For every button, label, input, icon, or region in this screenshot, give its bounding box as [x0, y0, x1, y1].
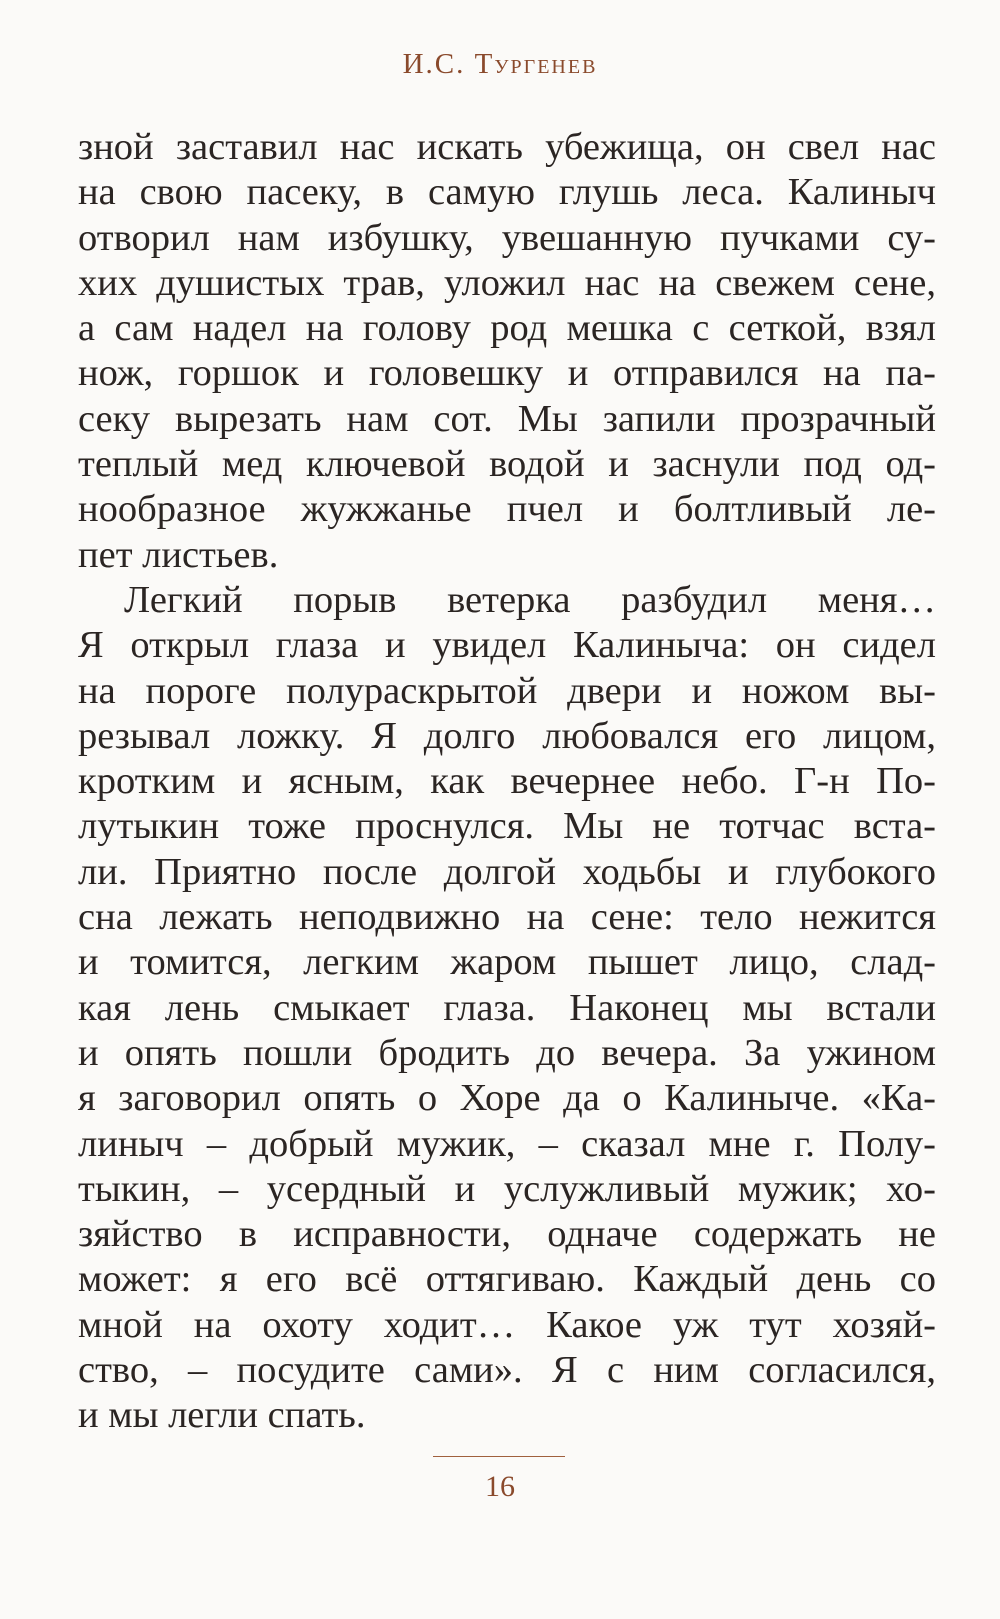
page-number: 16 — [485, 1470, 515, 1503]
text-line: мной на охоту ходит… Какое уж тут хозяй- — [78, 1303, 936, 1346]
text-line: зяйство в исправности, одначе содержать не — [78, 1213, 936, 1256]
text-line: я заговорил опять о Хоре да о Калиныче. «Ка- — [78, 1077, 936, 1120]
text-line: лутыкин тоже проснулся. Мы не тотчас вста- — [78, 805, 936, 848]
text-line: нообразное жужжанье пчел и болтливый ле- — [78, 488, 936, 531]
text-line: на пороге полураскрытой двери и ножом вы- — [78, 669, 936, 712]
text-line: линыч – добрый мужик, – сказал мне г. Полу- — [78, 1122, 936, 1165]
text-line: зной заставил нас искать убежища, он свел нас — [78, 126, 936, 168]
text-line: нож, горшок и головешку и отправился на па- — [78, 352, 936, 395]
author-name: И.С. Тургенев — [402, 48, 598, 80]
text-line: пет листьев. — [78, 533, 279, 576]
text-line: кротким и ясным, как вечернее небо. Г-н По- — [78, 760, 936, 803]
paragraph-first-line: Легкий порыв ветерка разбудил меня… — [124, 578, 936, 621]
text-line: на свою пасеку, в самую глушь леса. Калиныч — [78, 171, 936, 214]
body-text — [78, 125, 936, 1439]
text-line: хих душистых трав, уложил нас на свежем сене, — [78, 261, 936, 304]
footer-rule — [433, 1456, 565, 1457]
text-line: ли. Приятно после долгой ходьбы и глубокого — [78, 850, 936, 893]
text-line: секу вырезать нам сот. Мы запили прозрачный — [78, 397, 936, 440]
text-line: теплый мед ключевой водой и заснули под од- — [78, 443, 936, 486]
text-line: сна лежать неподвижно на сене: тело нежится — [78, 896, 936, 939]
text-line: ство, – посудите сами». Я с ним согласился, — [78, 1349, 936, 1392]
text-line: может: я его всё оттягиваю. Каждый день со — [78, 1258, 936, 1301]
running-head — [0, 48, 1000, 81]
text-line: резывал ложку. Я долго любовался его лицом, — [78, 714, 936, 757]
text-line: и мы легли спать. — [78, 1394, 366, 1437]
text-line: отворил нам избушку, увешанную пучками су- — [78, 216, 936, 259]
text-line: кая лень смыкает глаза. Наконец мы встали — [78, 986, 936, 1029]
text-line: тыкин, – усердный и услужливый мужик; хо- — [78, 1167, 936, 1210]
text-line: Я открыл глаза и увидел Калиныча: он сидел — [78, 624, 936, 667]
text-line: и томится, легким жаром пышет лицо, слад- — [78, 941, 936, 984]
text-line: и опять пошли бродить до вечера. За ужином — [78, 1031, 936, 1074]
text-line: а сам надел на голову род мешка с сеткой, взял — [78, 307, 936, 350]
